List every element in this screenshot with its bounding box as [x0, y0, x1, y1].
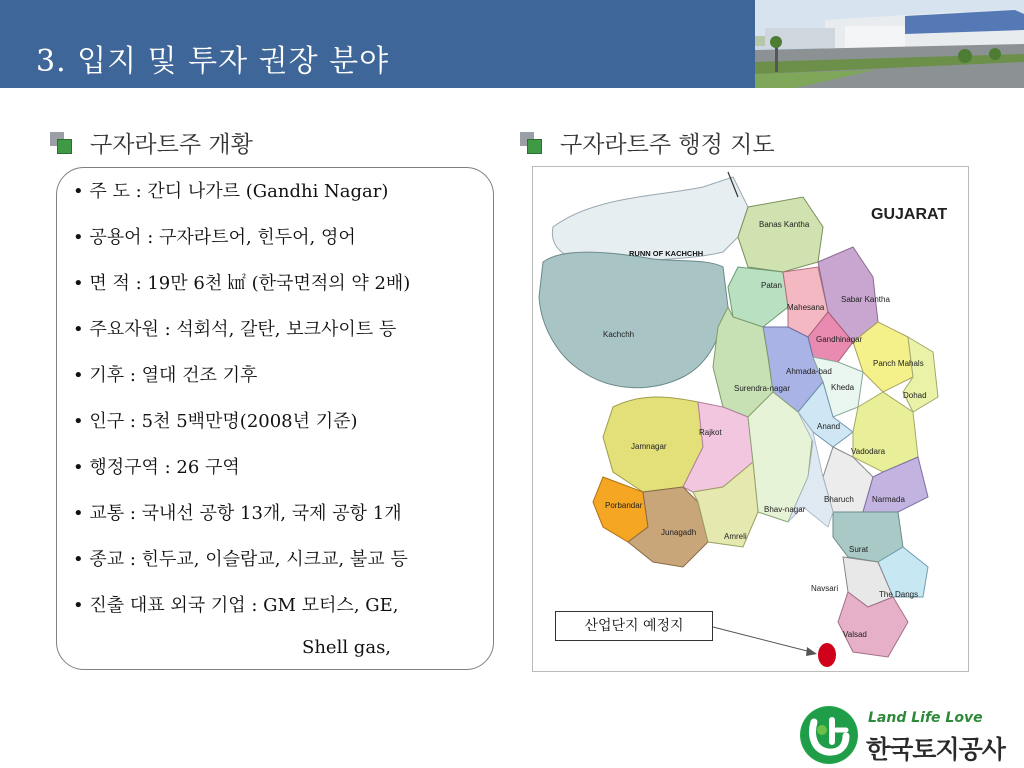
district-label: Gandhinagar [816, 335, 863, 344]
district-label: Patan [761, 281, 782, 290]
logo-mark-icon [800, 706, 858, 764]
district-label: Vadodara [851, 447, 886, 456]
district-label: Amreli [724, 532, 747, 541]
overview-item: • 종교 : 힌두교, 이슬람교, 시크교, 불교 등 [73, 548, 493, 594]
overview-item: • 진출 대표 외국 기업 : GM 모터스, GE, [73, 594, 493, 640]
left-heading-text: 구자라트주 개황 [90, 132, 253, 158]
callout-arrow [713, 627, 815, 653]
district-label: Sabar Kantha [841, 295, 890, 304]
right-heading-text: 구자라트주 행정 지도 [560, 132, 775, 158]
title-bar [0, 0, 755, 88]
overview-item-continuation: Shell gas, [302, 637, 392, 658]
district-label: Panch Mahals [873, 359, 924, 368]
gujarat-map [532, 166, 969, 672]
district-label: Mahesana [787, 303, 825, 312]
district-label: Surendra-nagar [734, 384, 791, 393]
overview-item: • 주 도 : 간디 나가르 (Gandhi Nagar) [73, 180, 493, 226]
district-label: Kachchh [603, 330, 635, 339]
district-label: Rajkot [699, 428, 722, 437]
district-label: Ahmada-bad [786, 367, 832, 376]
district-label: Dohad [903, 391, 927, 400]
company-logo [800, 704, 1010, 764]
map-callout-label: 산업단지 예정지 [555, 611, 713, 641]
district-label: The Dangs [879, 590, 919, 599]
district-label: Jamnagar [631, 442, 667, 451]
overview-item: • 행정구역 : 26 구역 [73, 456, 493, 502]
district-label: Anand [817, 422, 841, 431]
map-sea-label: RUNN OF KACHCHH [629, 249, 704, 258]
overview-item: • 공용어 : 구자라트어, 힌두어, 영어 [73, 226, 493, 272]
slide-title: 3. 입지 및 투자 권장 분야 [36, 44, 390, 79]
right-section-heading [520, 126, 775, 159]
overview-item: • 주요자원 : 석회석, 갈탄, 보크사이트 등 [73, 318, 493, 364]
industrial-site-marker [818, 643, 836, 667]
district-label: Navsari [811, 584, 839, 593]
overview-item: • 교통 : 국내선 공항 13개, 국제 공항 1개 [73, 502, 493, 548]
logo-slogan: Land Life Love [868, 710, 983, 726]
overview-item: • 기후 : 열대 건조 기후 [73, 364, 493, 410]
left-section-heading [50, 126, 253, 159]
map-title: GUJARAT [871, 206, 948, 223]
overview-item: • 인구 : 5천 5백만명(2008년 기준) [73, 410, 493, 456]
district-label: Bharuch [824, 495, 854, 504]
district-label: Kheda [831, 383, 855, 392]
header-photo [755, 0, 1024, 88]
square-bullet-icon [50, 132, 76, 154]
district-label: Porbandar [605, 501, 643, 510]
overview-box [56, 167, 494, 670]
logo-name: 한국토지공사 [866, 735, 1005, 764]
overview-item: • 면 적 : 19만 6천 ㎢ (한국면적의 약 2배) [73, 272, 493, 318]
district-label: Banas Kantha [759, 220, 810, 229]
district-label: Narmada [872, 495, 905, 504]
square-bullet-icon [520, 132, 546, 154]
district-label: Surat [849, 545, 869, 554]
district-label: Valsad [843, 630, 867, 639]
district-label: Bhav-nagar [764, 505, 806, 514]
overview-list [57, 168, 493, 682]
arrow-head-icon [806, 647, 817, 656]
district-label: Junagadh [661, 528, 697, 537]
